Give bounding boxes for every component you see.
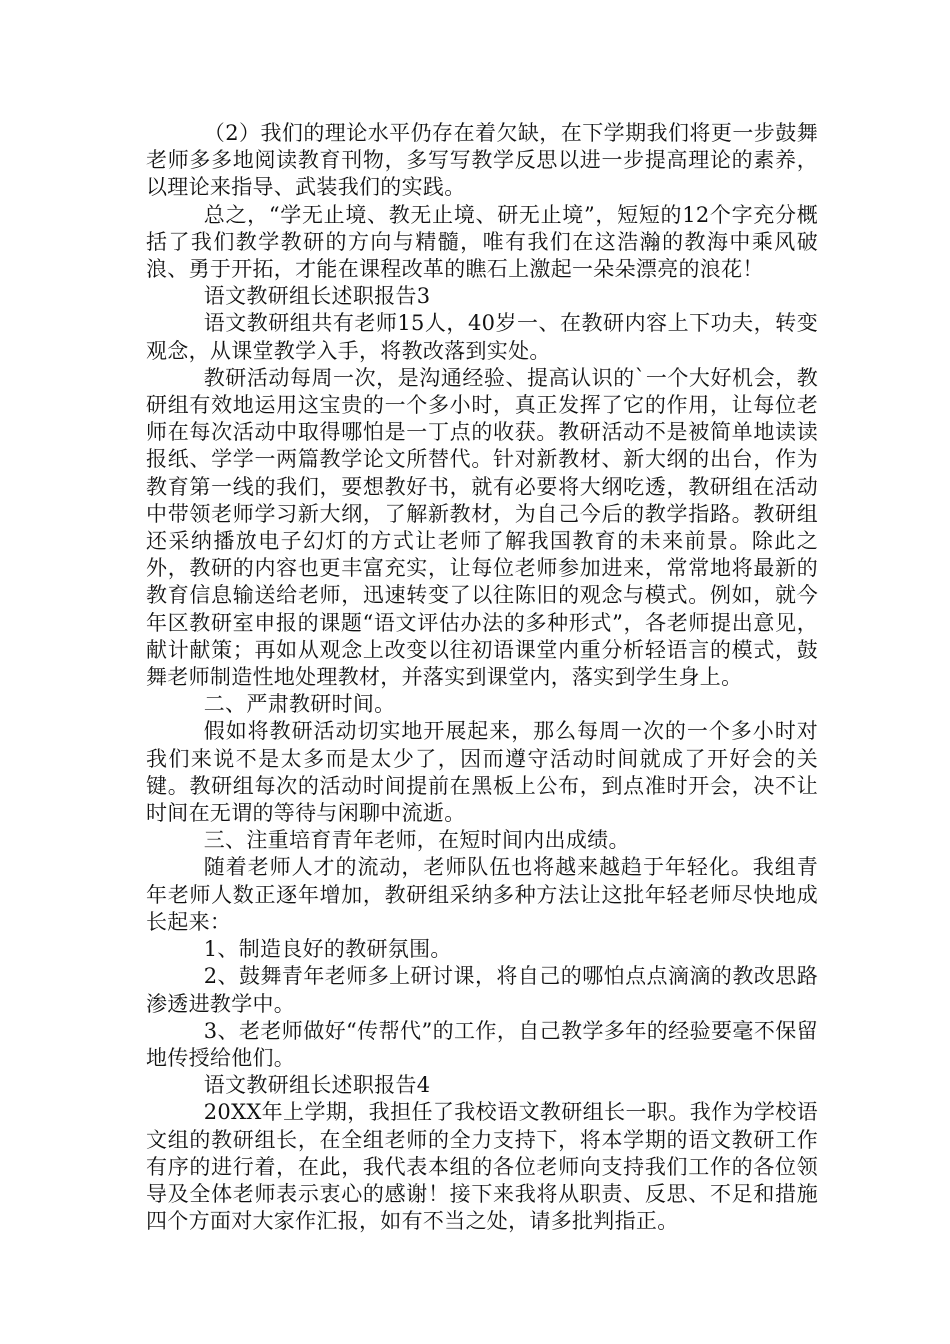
- paragraph-young-teachers: 随着老师人才的流动，老师队伍也将越来越趋于年轻化。我组青年老师人数正逐年增加，教研组采纳多种方法让这批年轻老师尽快地成长起来：: [146, 855, 818, 934]
- paragraph-theory: （2）我们的理论水平仍存在着欠缺，在下学期我们将更一步鼓舞老师多多地阅读教育刊物，多写写教学反思以进一步提高理论的素养，以理论来指导、武装我们的实践。: [146, 121, 818, 200]
- paragraph-group-intro: 语文教研组共有老师15人，40岁一、在教研内容上下功夫，转变观念，从课堂教学入手，将教改落到实处。: [146, 311, 818, 363]
- list-item-1: 1、制造良好的教研氛围。: [203, 937, 452, 962]
- document-body: [146, 120, 818, 1235]
- section-heading-young-teachers: 三、注重培育青年老师，在短时间内出成绩。: [203, 828, 630, 853]
- list-item-2: 2、鼓舞青年老师多上研讨课，将自己的哪怕点点滴滴的教改思路渗透进教学中。: [146, 964, 818, 1016]
- paragraph-summary: 总之，“学无止境、教无止境、研无止境”，短短的12个字充分概括了我们教学教研的方向与精髓，唯有我们在这浩瀚的教海中乘风破浪、勇于开拓，才能在课程改革的瞧石上激起一朵朵漂亮的浪花！: [146, 202, 818, 282]
- section-title-report-3: 语文教研组长述职报告3: [203, 284, 431, 309]
- paragraph-report-4-intro: 20XX年上学期，我担任了我校语文教研组长一职。我作为学校语文组的教研组长，在全组老师的全力支持下，将本学期的语文教研工作有序的进行着，在此，我代表本组的各位老师向支持我们工作的各位领导及全体老师表示衷心的感谢！接下来我将从职责、反思、不足和措施四个方面对大家作汇报，如有不当之处，请多批判指正。: [146, 1100, 818, 1234]
- paragraph-weekly-activity: 教研活动每周一次，是沟通经验、提高认识的`一个大好机会，教研组有效地运用这宝贵的一个多小时，真正发挥了它的作用，让每位老师在每次活动中取得哪怕是一丁点的收获。教研活动不是被简单地读读报纸、学学一两篇教学论文所替代。针对新教材、新大纲的出台，作为教育第一线的我们，要想教好书，就有必要将大纲吃透，教研组在活动中带领老师学习新大纲，了解新教材，为自己今后的教学指路。教研组还采纳播放电子幻灯的方式让老师了解我国教育的未来前景。除此之外，教研的内容也更丰富充实，让每位老师参加进来，常常地将最新的教育信息输送给老师，迅速转变了以往陈旧的观念与模式。例如，就今年区教研室申报的课题“语文评估办法的多种形式”，各老师提出意见，献计献策；再如从观念上改变以往初语课堂内重分析轻语言的模式，鼓舞老师制造性地处理教材，并落实到课堂内，落实到学生身上。: [146, 365, 818, 690]
- paragraph-time: 假如将教研活动切实地开展起来，那么每周一次的一个多小时对我们来说不是太多而是太少了，因而遵守活动时间就成了开好会的关键。教研组每次的活动时间提前在黑板上公布，到点准时开会，决不让时间在无谓的等待与闲聊中流逝。: [146, 719, 818, 826]
- section-heading-time: 二、严肃教研时间。: [203, 692, 396, 717]
- section-title-report-4: 语文教研组长述职报告4: [203, 1073, 431, 1098]
- list-item-3: 3、老老师做好“传帮代”的工作，自己教学多年的经验要毫不保留地传授给他们。: [146, 1018, 818, 1070]
